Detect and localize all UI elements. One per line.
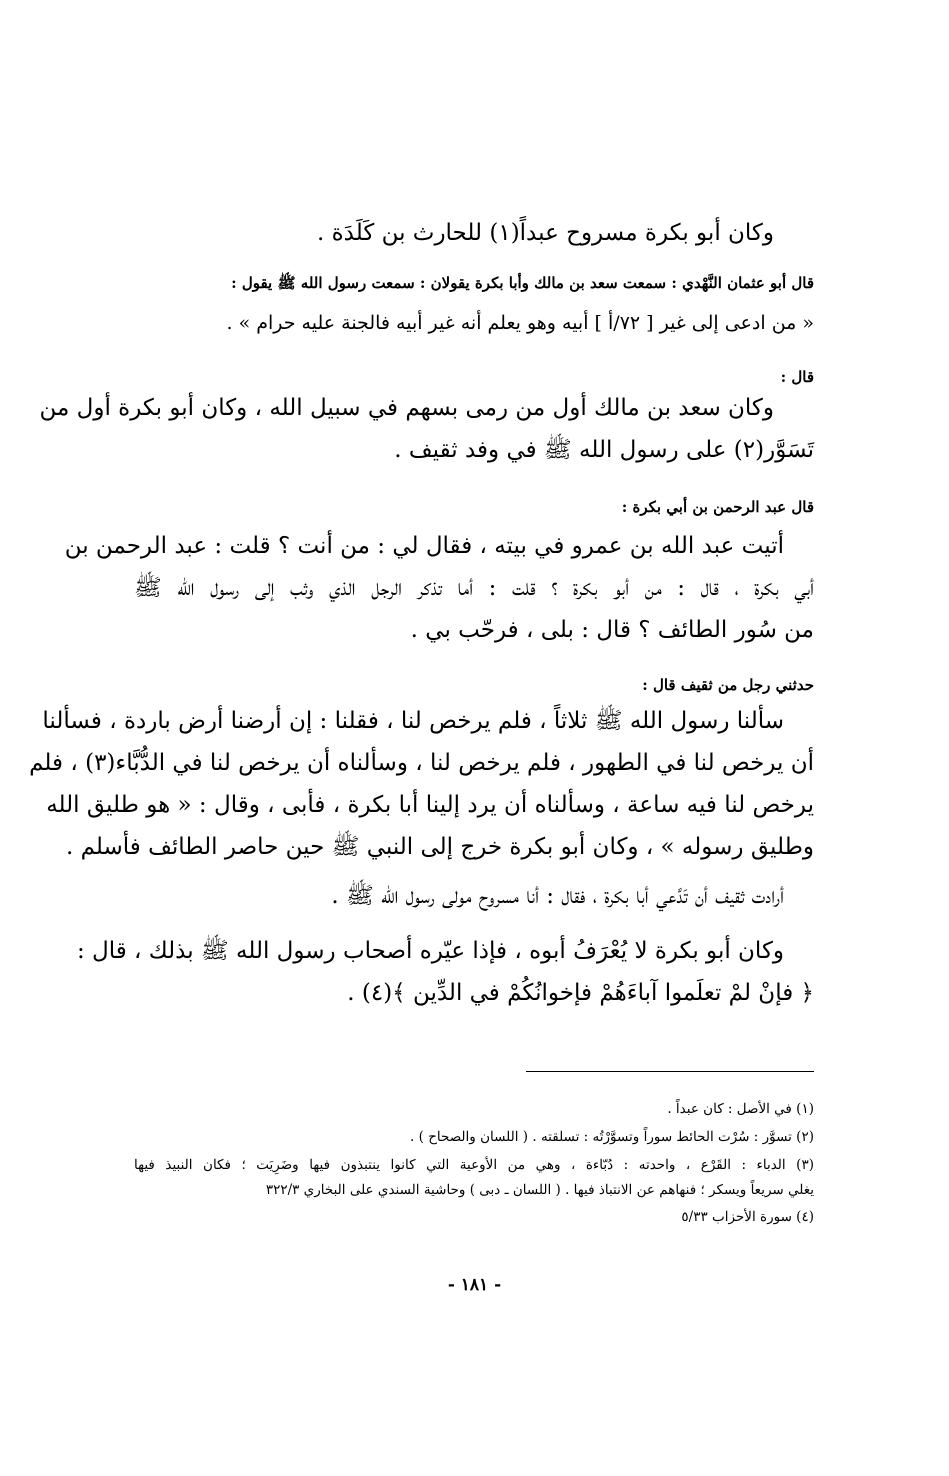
heading-text: قال : (780, 368, 814, 386)
footnote-3: (٣) الدباء : القَرْع ، واحدته : دُبّاءة ، وهي من الأوعية التي كانوا ينتبذون فيها وضَرِيَت ؛ فكان النبيذ فيها (134, 1157, 814, 1173)
text-line: وكان أبو بكرة مسروح عبداً(١) للحارث بن كَلَدَة . (316, 220, 774, 246)
footnote-4: (٤) سورة الأحزاب ٥/٣٣ (681, 1209, 814, 1225)
narration-heading-1 (134, 272, 814, 294)
text-line: وكان أبو بكرة لا يُعْرَفُ أبوه ، فإذا عيّره أصحاب رسول الله ﷺ بذلك ، قال : (76, 938, 784, 964)
text-line: « من ادعى إلى غير [ ٧٢/أ ] أبيه وهو يعلم أنه غير أبيه فالجنة عليه حرام » . (226, 312, 814, 334)
heading-text: قال عبد الرحمن بن أبي بكرة : (621, 498, 814, 516)
text-line: أن يرخص لنا في الطهور ، فلم يرخص لنا ، وسألناه أن يرخص لنا في الدُّبَّاء(٣) ، فلم (29, 750, 814, 776)
footnote-1: (١) في الأصل : كان عبداً . (667, 1101, 814, 1117)
text-line: أرادت ثقيف أن تَدَّعي أبا بكرة ، فقال : أنا مسروح مولى رسول الله ﷺ . (331, 883, 784, 909)
paragraph-4 (29, 700, 814, 868)
text-line: تَسَوَّر(٢) على رسول الله ﷺ في وفد ثقيف . (394, 437, 814, 463)
text-line: من سُور الطائف ؟ قال : بلى ، فرحّب بي . (410, 617, 814, 643)
quran-verse: ﴿ فإنْ لمْ تعلَموا آباءَهُمْ فإخوانُكُمْ في الدِّين ﴾(٤) . (347, 980, 814, 1006)
footnote-3-continued: يغلي سريعاً ويسكر ؛ فنهاهم عن الانتباذ فيها . ( اللسان ـ دبى ) وحاشية السندي على البخاري ٣٢٢/٣ (265, 1182, 814, 1198)
paragraph-5 (134, 875, 814, 917)
heading-text: قال أبو عثمان النَّهْدي : سمعت سعد بن مالك وأبا بكرة يقولان : سمعت رسول الله ﷺ يقول : (231, 274, 814, 292)
narration-heading-3 (134, 496, 814, 518)
paragraph-2 (39, 387, 814, 471)
text-line: أبي بكرة ، قال : من أبو بكرة ؟ قلت : أما تذكر الرجل الذي وثب إلى رسول الله ﷺ (134, 575, 814, 601)
narration-heading-2 (134, 366, 814, 388)
text-line: وطليق رسوله » ، وكان أبو بكرة خرج إلى النبي ﷺ حين حاصر الطائف فأسلم . (65, 834, 814, 860)
narration-heading-4 (134, 674, 814, 696)
heading-text: حدثني رجل من ثقيف قال : (642, 676, 814, 694)
footnote-2: (٢) تسوَّر : سُرْت الحائط سوراً وتسوَّرْتُه : تسلقته . ( اللسان والصحاح ) . (410, 1129, 814, 1145)
paragraph-6 (76, 930, 814, 1014)
text-line: وكان سعد بن مالك أول من رمى بسهم في سبيل الله ، وكان أبو بكرة أول من (39, 395, 774, 421)
page-number: - ١٨١ - (447, 1275, 502, 1295)
text-line: يرخص لنا فيه ساعة ، وسألناه أن يرد إلينا أبا بكرة ، فأبى ، وقال : « هو طليق الله (46, 792, 814, 818)
footnotes (134, 1098, 814, 1228)
text-line: أتيت عبد الله بن عمرو في بيته ، فقال لي : من أنت ؟ قلت : عبد الرحمن بن (64, 533, 784, 559)
paragraph-1 (134, 212, 814, 254)
paragraph-3 (64, 525, 814, 651)
footnote-separator (526, 1071, 814, 1072)
text-line: سألنا رسول الله ﷺ ثلاثاً ، فلم يرخص لنا ، فقلنا : إن أرضنا أرض باردة ، فسألنا (42, 708, 784, 734)
hadith-quote (134, 306, 814, 340)
